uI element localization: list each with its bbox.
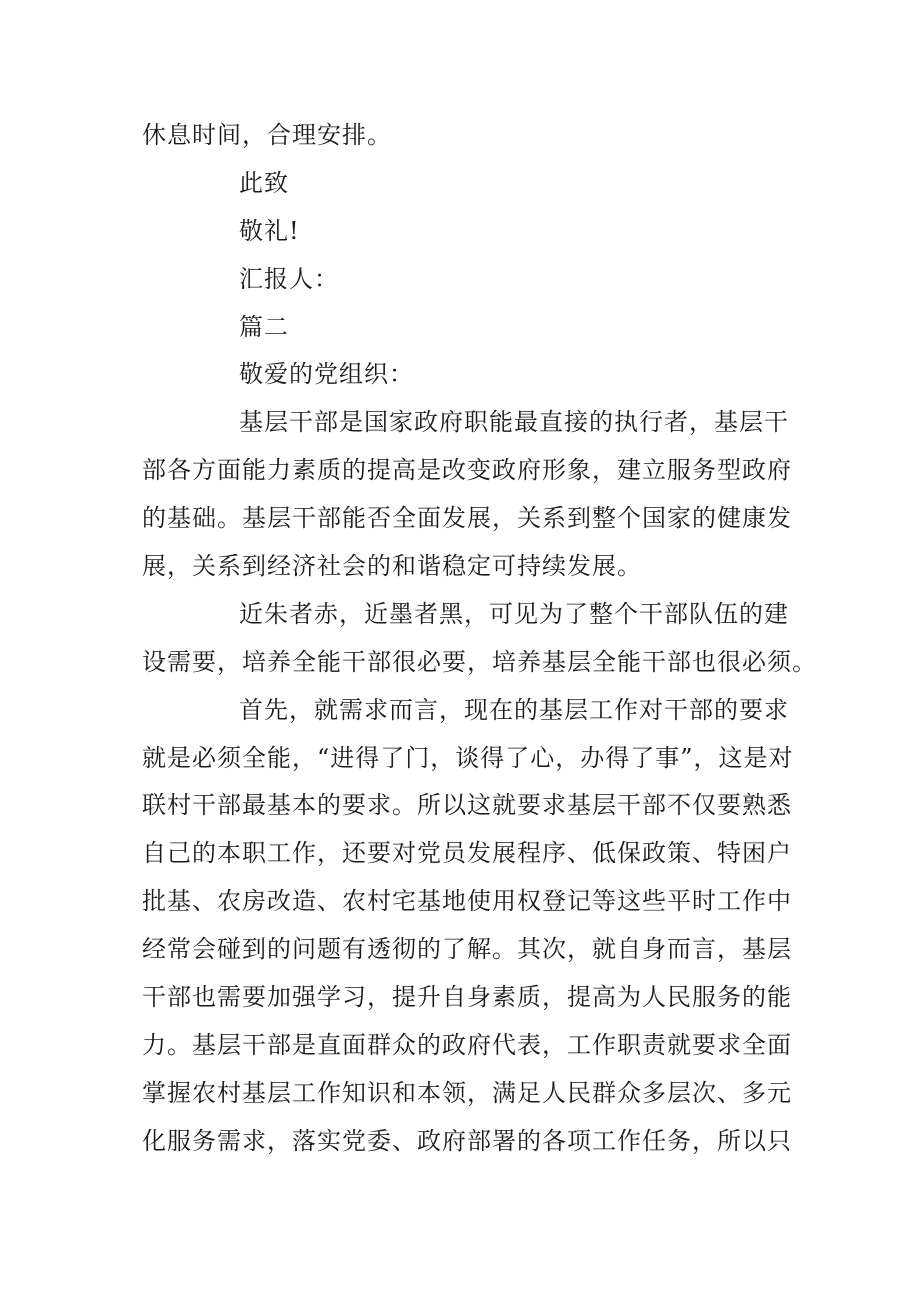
paragraph-line: 部各方面能力素质的提高是改变政府形象，建立服务型政府 <box>142 456 792 485</box>
paragraph-line: 力。基层干部是直面群众的政府代表，工作职责就要求全面 <box>142 1030 792 1059</box>
section-heading: 篇二 <box>239 312 289 341</box>
paragraph-line: 设需要，培养全能干部很必要，培养基层全能干部也很必须。 <box>142 647 817 676</box>
text-line: 休息时间，合理安排。 <box>142 121 392 149</box>
paragraph-line: 首先，就需求而言，现在的基层工作对干部的要求 <box>239 695 789 724</box>
paragraph-line: 化服务需求，落实党委、政府部署的各项工作任务，所以只 <box>142 1126 792 1155</box>
paragraph-line: 的基础。基层干部能否全面发展，关系到整个国家的健康发 <box>142 504 792 533</box>
paragraph-line: 掌握农村基层工作知识和本领，满足人民群众多层次、多元 <box>142 1078 792 1107</box>
paragraph-line: 近朱者赤，近墨者黑，可见为了整个干部队伍的建 <box>239 599 789 628</box>
closing-regards: 敬礼! <box>239 216 300 245</box>
closing-salutation: 此致 <box>239 168 289 197</box>
paragraph-line: 干部也需要加强学习，提升自身素质，提高为人民服务的能 <box>142 983 792 1012</box>
document-page <box>142 112 817 1166</box>
paragraph-line: 基层干部是国家政府职能最直接的执行者，基层干 <box>239 408 789 437</box>
paragraph-line: 展，关系到经济社会的和谐稳定可持续发展。 <box>142 552 642 581</box>
paragraph-line: 自己的本职工作，还要对党员发展程序、低保政策、特困户 <box>142 839 792 868</box>
reporter-label: 汇报人： <box>239 264 339 293</box>
paragraph-line: 经常会碰到的问题有透彻的了解。其次，就自身而言，基层 <box>142 935 792 964</box>
paragraph-line: 就是必须全能，“进得了门，谈得了心，办得了事”，这是对 <box>142 743 794 772</box>
paragraph-line: 联村干部最基本的要求。所以这就要求基层干部不仅要熟悉 <box>142 791 792 820</box>
letter-greeting: 敬爱的党组织： <box>239 360 414 389</box>
paragraph-line: 批基、农房改造、农村宅基地使用权登记等这些平时工作中 <box>142 887 792 916</box>
